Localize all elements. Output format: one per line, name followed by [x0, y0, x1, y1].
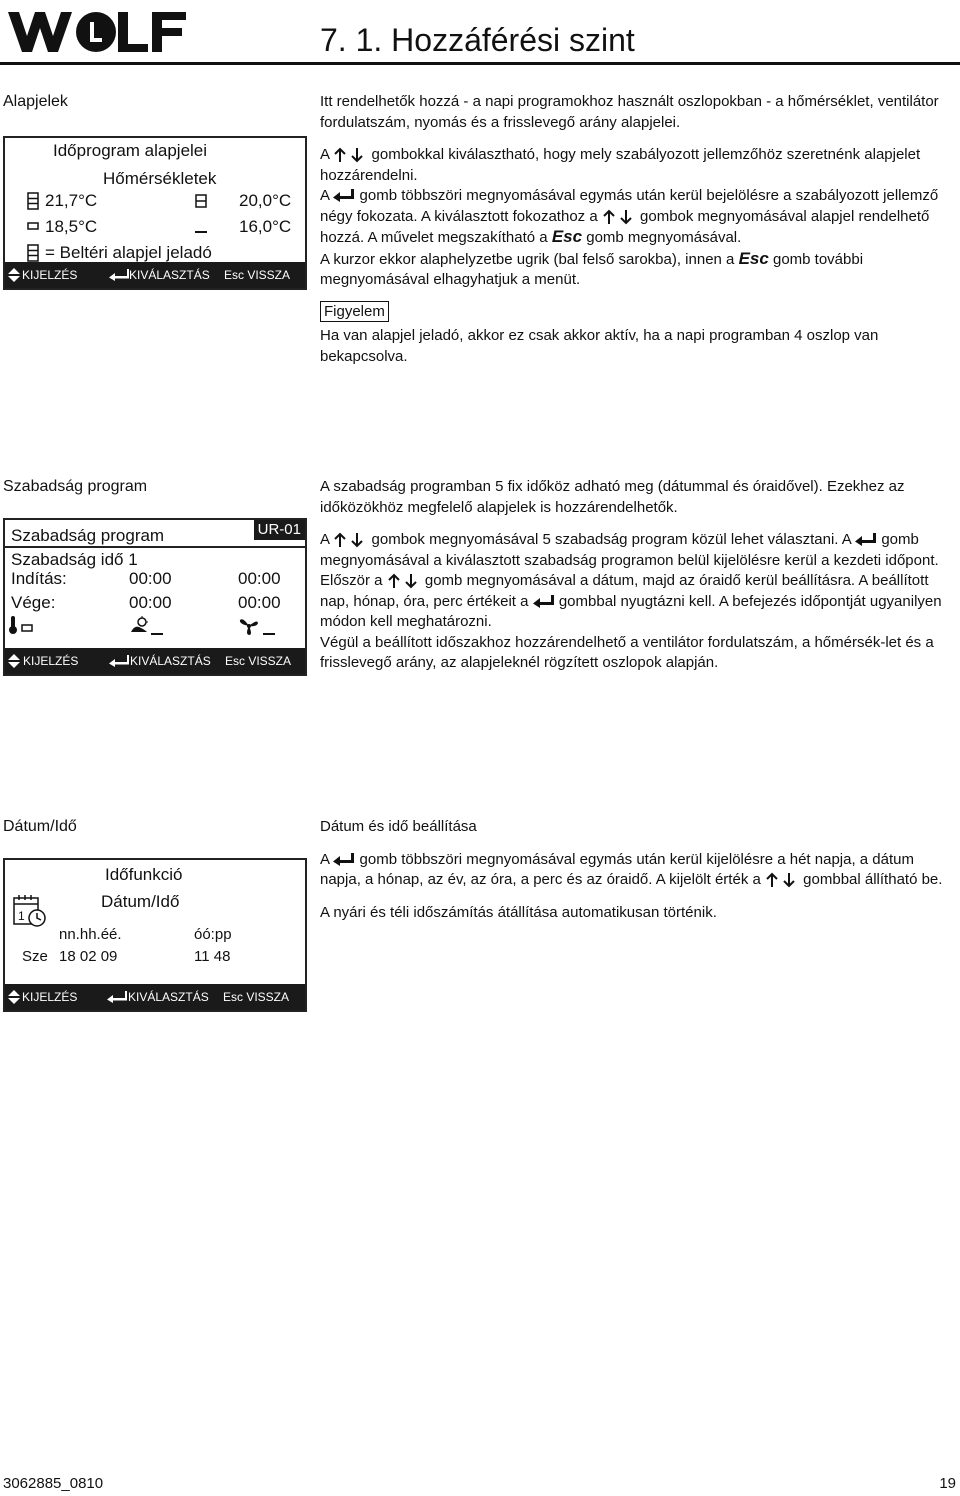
date-value: 18 02 09: [59, 948, 118, 965]
softkey-kijelzes[interactable]: KIJELZÉS: [22, 268, 78, 282]
lcd-legend: = Beltéri alapjel jeladó: [45, 243, 212, 262]
paragraph: [320, 301, 956, 323]
doc-number: 3062885_0810: [3, 1475, 104, 1492]
enter-arrow-icon: [855, 533, 877, 547]
paragraph: Ha van alapjel jeladó, akkor ez csak akkor aktív, ha a napi programban 4 oszlop van bekapcsolva.: [320, 327, 879, 365]
level-0-line-icon: [195, 230, 207, 234]
section-label-szabadsag: Szabadság program: [3, 478, 148, 495]
start-label: Indítás:: [11, 569, 67, 588]
temp-value: 21,7°C: [45, 191, 98, 210]
temp-value: 18,5°C: [45, 217, 98, 236]
level-1-bar-icon: [21, 624, 33, 632]
up-down-arrow-icon: [8, 990, 20, 1004]
section-label-datum: Dátum/Idő: [3, 818, 77, 835]
lcd-softkey-bar: [5, 262, 305, 288]
time-value: 11 48: [194, 948, 231, 965]
up-down-arrow-icon: [8, 268, 20, 282]
page-title: 7. 1. Hozzáférési szint: [320, 22, 635, 58]
temp-value: 16,0°C: [239, 217, 292, 236]
lcd-subtitle: Hőmérsékletek: [103, 169, 217, 188]
up-down-arrows-icon: [765, 872, 799, 888]
lcd-datum: [3, 858, 307, 1012]
level-3-bars-icon: [27, 192, 39, 210]
calendar-number: 1: [18, 909, 25, 923]
header-rule: [0, 62, 960, 65]
esc-key-icon: Esc: [551, 227, 583, 246]
softkey-kivalasztas[interactable]: KIVÁLASZTÁS: [130, 654, 211, 668]
paragraph: Itt rendelhetők hozzá - a napi programokhoz használt oszlopokban - a hőmérséklet, ventilátor fordulatszám, nyomás és a frisslevegő arány alapjelei.: [320, 93, 939, 131]
paragraph: A szabadság programban 5 fix időköz adható meg (dátummal és óraidővel). Ezekhez az időközökhöz megfelelő alapjelek is hozzárendelhetők.: [320, 478, 905, 516]
lcd-title: Időfunkció: [105, 865, 183, 884]
enter-arrow-icon: [109, 655, 129, 667]
paragraph: A kurzor ekkor alaphelyzetbe ugrik (bal felső sarokba), innen a Esc gomb további megnyomásával elhagyhatjuk a menüt.: [320, 248, 864, 288]
alapjelek-text: [320, 92, 956, 367]
wolf-logo: [6, 8, 190, 56]
level-0-line-icon: [263, 632, 275, 636]
weekday-value: Sze: [22, 948, 48, 965]
paragraph: A gomb többszöri megnyomásával egymás után kerül kijelölésre a hét napja, a dátum napja, a hónap, az év, az óra, a perc és az óraidő. A kijelölt érték a gombbal állítható be.: [320, 850, 943, 888]
datum-text: [320, 817, 956, 923]
end-label: Vége:: [11, 593, 56, 612]
date-format: nn.hh.éé.: [59, 926, 122, 943]
start-time: 00:00: [238, 569, 281, 588]
up-down-arrow-icon: [8, 654, 20, 668]
end-time: 00:00: [238, 593, 281, 612]
enter-arrow-icon: [107, 991, 127, 1003]
lcd-line: Szabadság idő 1: [11, 550, 138, 569]
level-0-line-icon: [151, 632, 163, 636]
softkey-kivalasztas[interactable]: KIVÁLASZTÁS: [128, 990, 209, 1004]
softkey-vissza[interactable]: Esc VISSZA: [223, 990, 290, 1004]
enter-arrow-icon: [109, 269, 129, 281]
lcd-subtitle: Dátum/Idő: [101, 892, 180, 911]
softkey-vissza[interactable]: Esc VISSZA: [225, 654, 292, 668]
up-down-arrows-icon: [333, 147, 367, 163]
lcd-alapjelek: [3, 136, 307, 290]
end-date: 00:00: [129, 593, 172, 612]
softkey-kijelzes[interactable]: KIJELZÉS: [22, 990, 78, 1004]
time-format: óó:pp: [194, 926, 232, 943]
szabadsag-text: [320, 477, 956, 674]
lcd-softkey-bar: [5, 648, 305, 674]
thermometer-icon: [8, 616, 18, 634]
paragraph: Végül a beállított időszakhoz hozzárendelhető a ventilátor fordulatszám, a hőmérsék-let és a frisslevegő arány, az alapjeleknél rögzített oszlopok alapján.: [320, 633, 934, 671]
softkey-kijelzes[interactable]: KIJELZÉS: [23, 654, 79, 668]
level-2-bars-icon: [195, 194, 207, 208]
lcd-title: Szabadság program: [11, 526, 165, 545]
paragraph: A nyári és téli időszámítás átállítása automatikusan történik.: [320, 903, 717, 921]
up-down-arrows-icon: [387, 573, 421, 589]
softkey-kivalasztas[interactable]: KIVÁLASZTÁS: [129, 268, 210, 282]
page-number: 19: [939, 1475, 956, 1492]
fan-icon: [239, 617, 259, 635]
lcd-szabadsag: [3, 518, 307, 676]
level-3-bars-icon: [27, 244, 39, 262]
lcd-divider: [5, 546, 305, 548]
enter-arrow-icon: [333, 853, 355, 867]
enter-arrow-icon: [533, 595, 555, 609]
paragraph: A gombokkal kiválasztható, hogy mely szabályozott jellemzőhöz szeretnénk alapjelet hozzárendelni.: [320, 146, 921, 184]
softkey-vissza[interactable]: Esc VISSZA: [224, 268, 291, 282]
paragraph: A gomb többszöri megnyomásával egymás után kerül bejelölésre a szabályozott jellemző négy fokozata. A kiválasztott fokozathoz a gombok megnyomásával alapjel rendelhető hozzá. A művelet megszakítható a Esc gomb megnyomásával.: [320, 187, 939, 246]
temp-value: 20,0°C: [239, 191, 292, 210]
start-date: 00:00: [129, 569, 172, 588]
enter-arrow-icon: [333, 189, 355, 203]
up-down-arrows-icon: [602, 209, 636, 225]
paragraph: A gombok megnyomásával 5 szabadság program közül lehet választani. A gomb megnyomásával a kiválasztott szabadság programon belül kijelölésre kerül a kezdeti időpont. Először a gomb megnyomásával a dátum, majd az óraidő kerül beállításra. A beállított nap, hónap, óra, perc értékeit a gombbal nyugtázni kell. A befejezés időpontját ugyanilyen módon kell meghatározni.: [320, 531, 942, 630]
lcd-title: Időprogram alapjelei: [53, 141, 208, 160]
lcd-badge: UR-01: [254, 520, 305, 540]
calendar-clock-icon: [13, 894, 47, 928]
level-1-bar-icon: [27, 222, 39, 230]
figyelem-box: Figyelem: [320, 301, 389, 322]
fresh-air-icon: [129, 616, 149, 634]
section-heading: Dátum és idő beállítása: [320, 818, 477, 835]
section-label-alapjelek: Alapjelek: [3, 93, 68, 110]
up-down-arrows-icon: [333, 532, 367, 548]
lcd-softkey-bar: [5, 984, 305, 1010]
esc-key-icon: Esc: [738, 248, 769, 268]
